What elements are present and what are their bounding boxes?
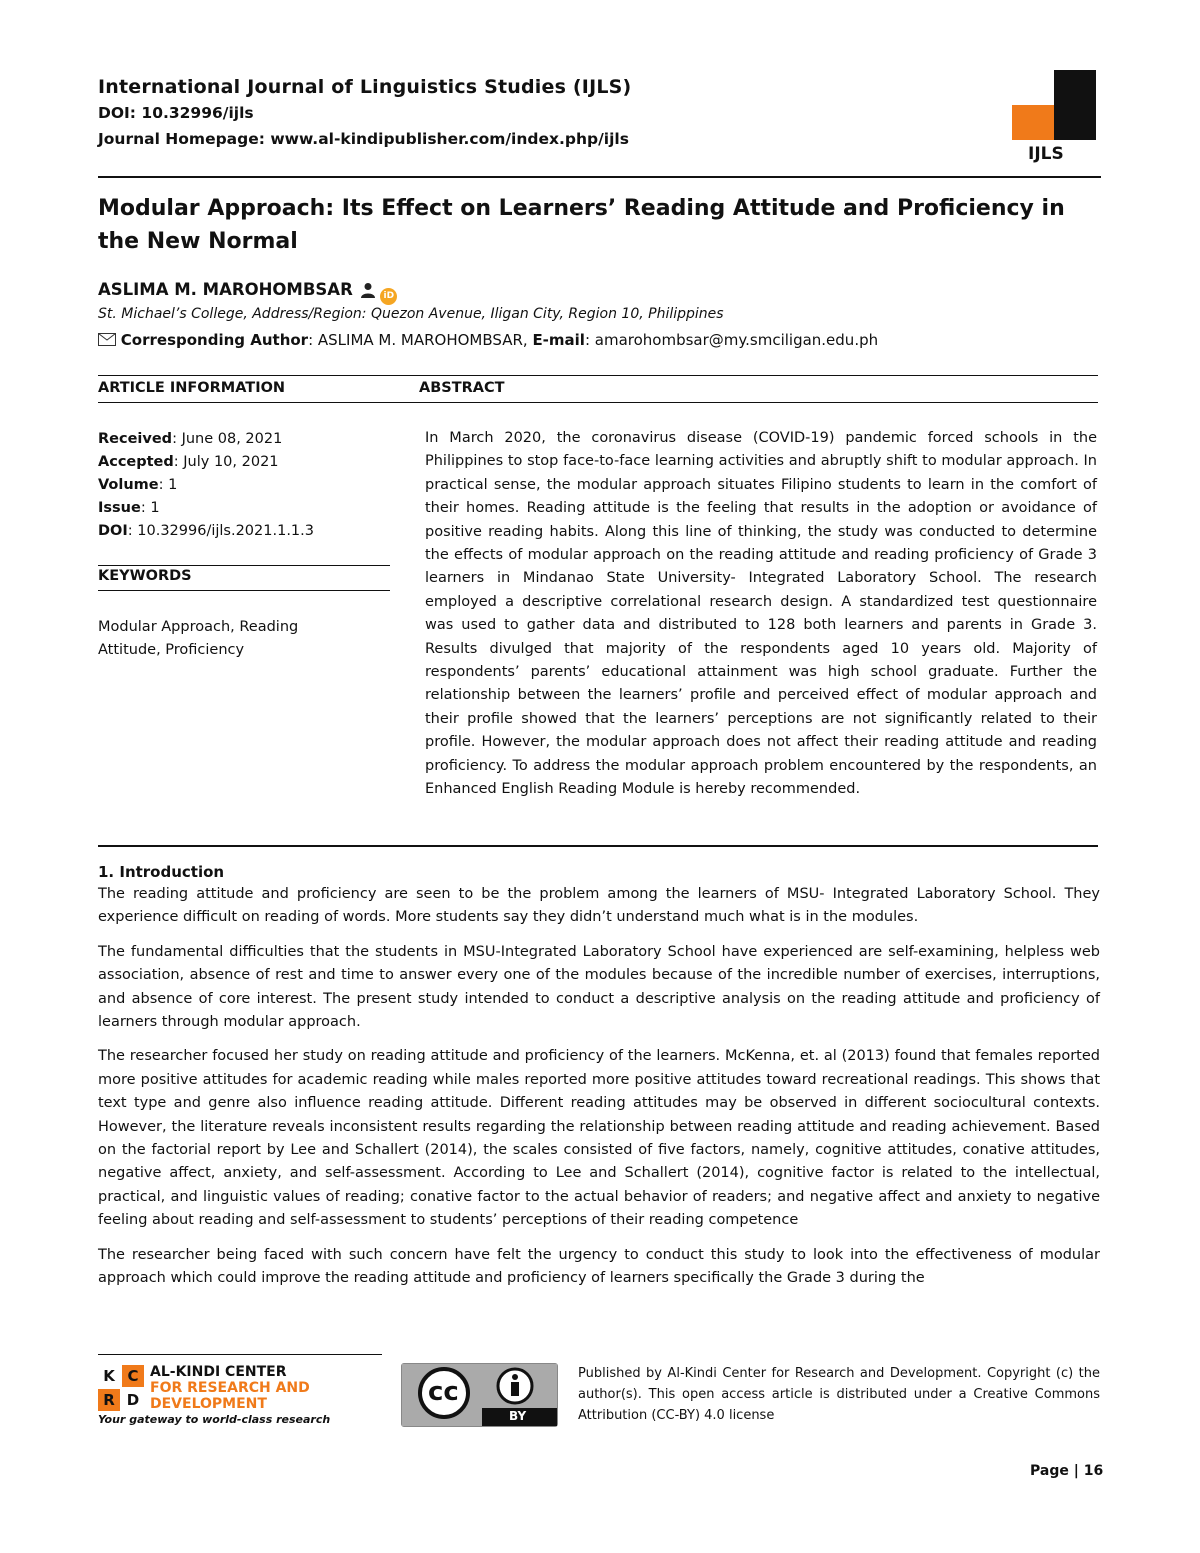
author-line bbox=[98, 280, 397, 305]
received-row bbox=[98, 428, 398, 451]
corresponding-author-line bbox=[98, 331, 878, 349]
article-title: Modular Approach: Its Effect on Learners’ Reading Attitude and Proficiency in the New Normal bbox=[98, 196, 1065, 254]
orcid-icon[interactable]: iD bbox=[380, 288, 397, 305]
keywords-top-rule bbox=[98, 565, 390, 566]
center-name-line2: FOR RESEARCH AND DEVELOPMENT bbox=[150, 1380, 310, 1412]
page-label: Page bbox=[1030, 1463, 1069, 1479]
journal-doi: DOI: 10.32996/ijls bbox=[98, 104, 254, 122]
cc-label: cc bbox=[428, 1377, 459, 1407]
issue-label: Issue bbox=[98, 500, 141, 516]
keywords-heading: KEYWORDS bbox=[98, 568, 192, 584]
center-name-line1: AL-KINDI CENTER bbox=[150, 1364, 287, 1380]
page-number-value: 16 bbox=[1083, 1463, 1104, 1479]
article-metadata bbox=[98, 428, 398, 543]
creative-commons-icon bbox=[402, 1364, 557, 1426]
intro-paragraph-2: The fundamental difficulties that the students in MSU-Integrated Laboratory School have experienced are self-examining, helpless web association, absence of rest and time to answer every one of the modules because of the incredible number of exercises, interruptions, and absence of core interest. The present study intended to conduct a descriptive analysis on the reading attitude and proficiency of learners through modular approach. bbox=[98, 943, 1100, 1031]
abstract-text: In March 2020, the coronavirus disease (COVID-19) pandemic forced schools in the Philippines to stop face-to-face learning activities and abruptly shift to modular approach. In practical sense, the modular approach situates Filipino students to learn in the comfort of their homes. Reading attitude is the feeling that results in the adoption or avoidance of positive reading habits. Along this line of thinking, the study was conducted to determine the effects of modular approach on the reading attitude and reading proficiency of Grade 3 learners in Mindanao State University- Integrated Laboratory School. The research employed a descriptive correlational research design. A standardized test questionnaire was used to gather data and distributed to 128 both learners and parents in Grade 3. Results divulged that majority of the respondents aged 10 years old. Majority of respondents’ parents’ educational attainment was high school graduate. Further the relationship between the learners’ profile and perceived effect of modular approach and their profile showed that the learners’ perceptions are not significantly related to their profile. However, the modular approach does not affect their reading attitude and reading proficiency. To address the modular approach problem encountered by the respondents, an Enhanced English Reading Module is hereby recommended. bbox=[425, 430, 1097, 798]
volume-label: Volume bbox=[98, 477, 159, 493]
kcrd-letter-d: D bbox=[122, 1389, 144, 1411]
kcrd-letter-r: R bbox=[98, 1389, 120, 1411]
issue-row bbox=[98, 497, 398, 520]
received-label: Received bbox=[98, 431, 173, 447]
volume-row bbox=[98, 474, 398, 497]
issue-value: : 1 bbox=[140, 500, 160, 516]
received-value: : June 08, 2021 bbox=[172, 431, 283, 447]
email-label: E-mail bbox=[532, 331, 585, 349]
kcrd-letter-c: C bbox=[122, 1365, 144, 1387]
by-label: BY bbox=[509, 1409, 527, 1423]
author-name: ASLIMA M. MAROHOMBSAR bbox=[98, 280, 353, 299]
journal-homepage[interactable]: Journal Homepage: www.al-kindipublisher.com/index.php/ijls bbox=[98, 130, 629, 148]
license-notice: Published by Al-Kindi Center for Research and Development. Copyright (c) the author(s). This open access article is distributed under a Creative Commons Attribution (CC-BY) 4.0 license bbox=[578, 1366, 1100, 1423]
intro-paragraph-3: The researcher focused her study on reading attitude and proficiency of the learners. McKenna, et. al (2013) found that females reported more positive attitudes for academic reading while males reported more positive attitudes toward recreational readings. This shows that text type and genre also influence reading attitude. Different reading attitudes may be observed in different sociocultural contexts. However, the literature reveals inconsistent results regarding the relationship between reading attitude and reading achievement. Based on the factorial report by Lee and Schallert (2014), the scales consisted of five factors, namely, cognitive attitudes, conative attitudes, negative affect, anxiety, and self-assessment. According to Lee and Schallert (2014), cognitive factor is related to the intellectual, practical, and linguistic values of reading; conative factor to the actual behavior of readers; and negative affect and anxiety to negative feeling about reading and self-assessment to students’ perceptions of their reading competence bbox=[98, 1048, 1100, 1229]
doi-row bbox=[98, 520, 398, 543]
page-number: Page | 16 bbox=[1030, 1463, 1104, 1479]
email-address[interactable]: : amarohombsar@my.smciligan.edu.ph bbox=[584, 331, 879, 349]
journal-title: International Journal of Linguistics Studies (IJLS) bbox=[98, 76, 632, 98]
article-information-heading: ARTICLE INFORMATION bbox=[98, 380, 286, 396]
keywords-bottom-rule bbox=[98, 590, 390, 591]
info-mid-rule bbox=[98, 402, 1098, 403]
affiliation: St. Michael’s College, Address/Region: Quezon Avenue, Iligan City, Region 10, Philippines bbox=[98, 306, 724, 322]
envelope-icon bbox=[98, 333, 116, 346]
abstract-body bbox=[425, 427, 1097, 802]
volume-value: : 1 bbox=[158, 477, 178, 493]
kcrd-logo bbox=[98, 1365, 144, 1411]
accepted-value: : July 10, 2021 bbox=[173, 454, 279, 470]
introduction-heading: 1. Introduction bbox=[98, 863, 225, 881]
intro-paragraph-4: The researcher being faced with such concern have felt the urgency to conduct this study to look into the effectiveness of modular approach which could improve the reading attitude and proficiency of learners specifically the Grade 3 during the bbox=[98, 1246, 1100, 1287]
center-tagline: Your gateway to world-class research bbox=[98, 1413, 331, 1426]
footnote-rule bbox=[98, 1354, 382, 1355]
corresponding-name: : ASLIMA M. MAROHOMBSAR, bbox=[308, 331, 528, 349]
doi-value[interactable]: : 10.32996/ijls.2021.1.1.3 bbox=[127, 523, 314, 539]
intro-paragraph-1: The reading attitude and proficiency are seen to be the problem among the learners of MSU- Integrated Laboratory School. They experience difficult on reading of words. More students say they didn’t understand much what is in the modules. bbox=[98, 886, 1100, 926]
introduction-section bbox=[98, 861, 1100, 1302]
abstract-heading: ABSTRACT bbox=[419, 380, 505, 396]
person-icon bbox=[361, 282, 375, 298]
header-rule bbox=[98, 176, 1101, 178]
info-top-rule bbox=[98, 375, 1098, 376]
ijls-logo bbox=[1012, 70, 1096, 140]
corresponding-label: Corresponding Author bbox=[120, 331, 309, 349]
kcrd-letter-k: K bbox=[98, 1365, 120, 1387]
accepted-label: Accepted bbox=[98, 454, 174, 470]
keywords-list: Modular Approach, Reading Attitude, Proficiency bbox=[98, 619, 299, 658]
cc-by-badge[interactable] bbox=[401, 1363, 558, 1427]
accepted-row bbox=[98, 451, 398, 474]
doi-label: DOI bbox=[98, 523, 128, 539]
abstract-bottom-rule bbox=[98, 845, 1098, 847]
ijls-logo-label: IJLS bbox=[1028, 144, 1064, 164]
